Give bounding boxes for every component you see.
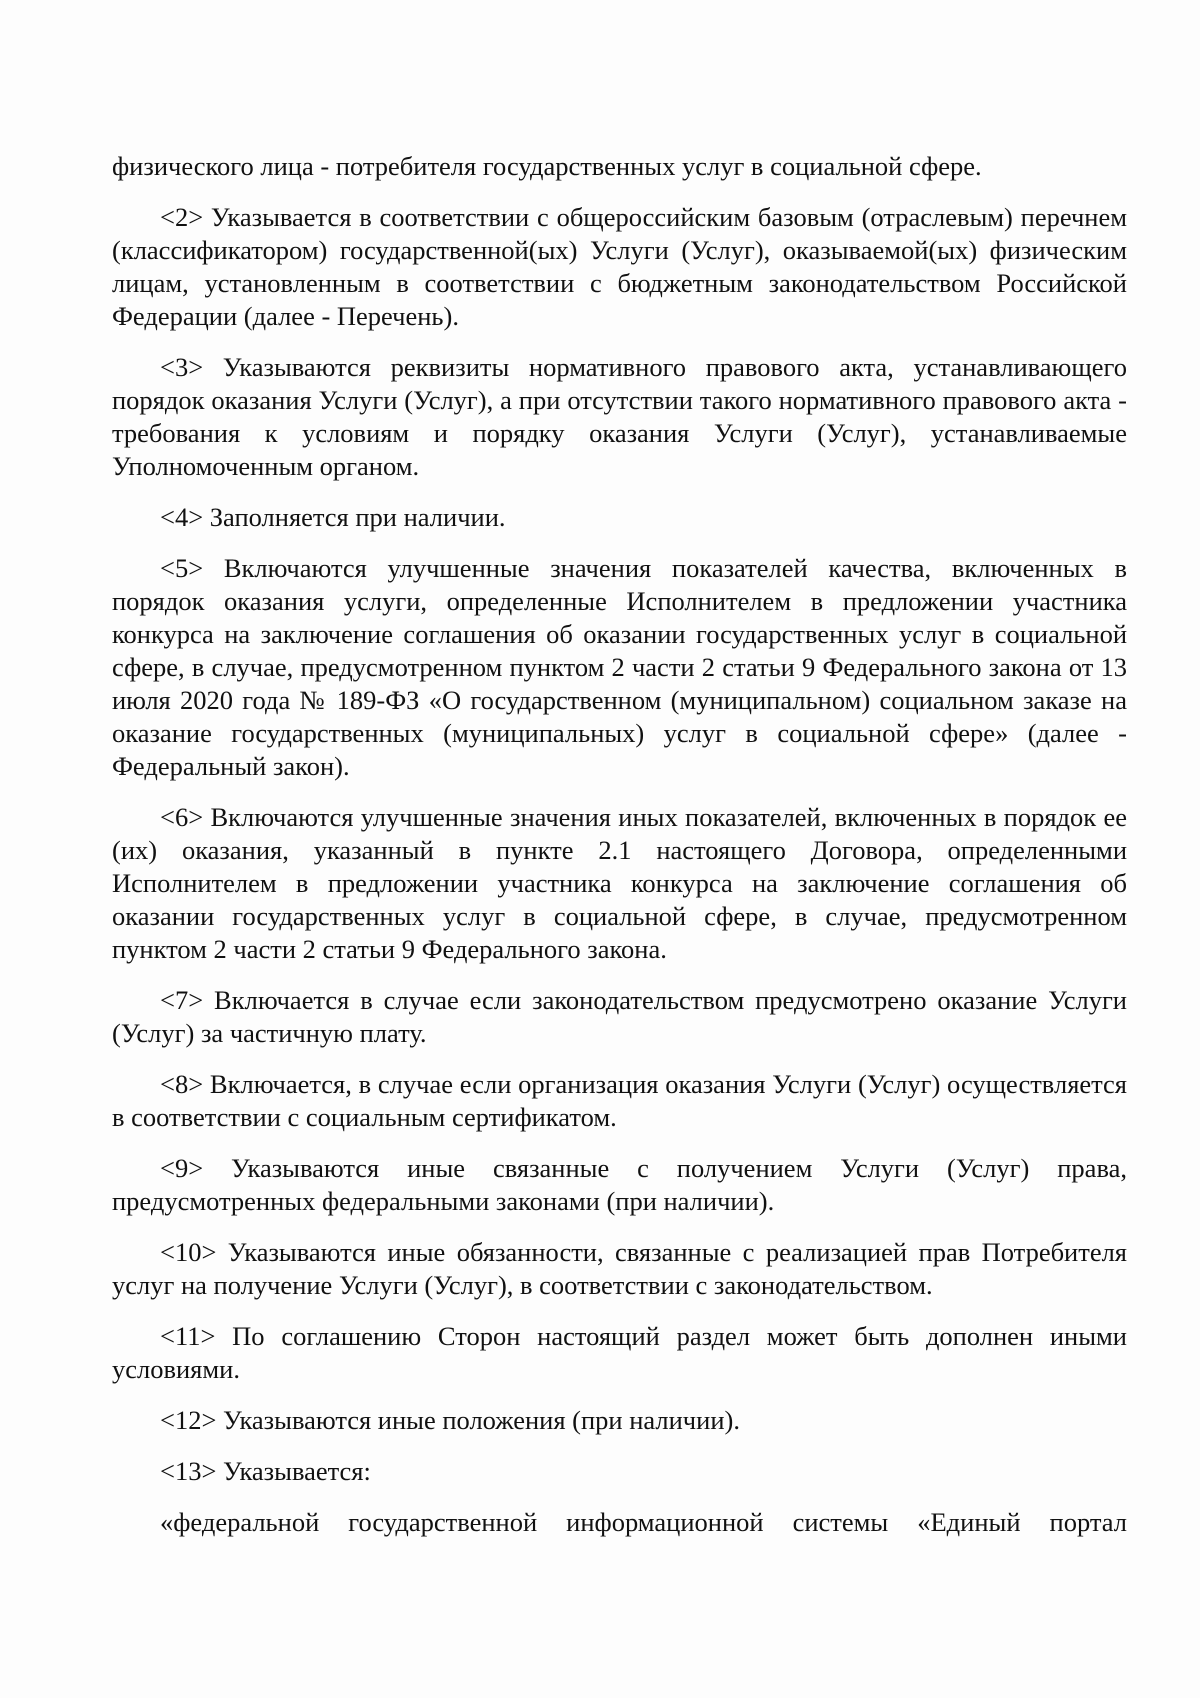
footnote-7: <7> Включается в случае если законодательством предусмотрено оказание Услуги (Услуг) за частичную плату. [112, 985, 1127, 1048]
paragraph-continuation: физического лица - потребителя государственных услуг в социальной сфере. [112, 151, 982, 181]
footnote-2: <2> Указывается в соответствии с общероссийским базовым (отраслевым) перечнем (классификатором) государственной(ых) Услуги (Услуг), оказываемой(ых) физическим лицам, установленным в соответствии с бюджетным законодательством Российской Федерации (далее - Перечень). [112, 202, 1127, 331]
footnote-6: <6> Включаются улучшенные значения иных показателей, включенных в порядок ее (их) оказания, указанный в пункте 2.1 настоящего Договора, определенными Исполнителем в предложении участника конкурса на заключение соглашения об оказании государственных услуг в социальной сфере, в случае, предусмотренном пунктом 2 части 2 статьи 9 Федерального закона. [112, 802, 1127, 964]
footnote-5: <5> Включаются улучшенные значения показателей качества, включенных в порядок оказания услуги, определенные Исполнителем в предложении участника конкурса на заключение соглашения об оказании государственных услуг в социальной сфере, в случае, предусмотренном пунктом 2 части 2 статьи 9 Федерального закона от 13 июля 2020 года № 189-ФЗ «О государственном (муниципальном) социальном заказе на оказание государственных (муниципальных) услуг в социальной сфере» (далее - Федеральный закон). [112, 553, 1127, 781]
footnote-4: <4> Заполняется при наличии. [160, 502, 506, 532]
footnote-13-quote: «федеральной государственной информационной системы «Единый портал [160, 1507, 1127, 1537]
document-body [112, 150, 1127, 1557]
footnote-12: <12> Указываются иные положения (при наличии). [160, 1405, 740, 1435]
footnote-13: <13> Указывается: [160, 1456, 371, 1486]
footnote-3: <3> Указываются реквизиты нормативного правового акта, устанавливающего порядок оказания Услуги (Услуг), а при отсутствии такого нормативного правового акта - требования к условиям и порядку оказания Услуги (Услуг), устанавливаемые Уполномоченным органом. [112, 352, 1127, 481]
footnote-11: <11> По соглашению Сторон настоящий раздел может быть дополнен иными условиями. [112, 1321, 1127, 1384]
footnote-10: <10> Указываются иные обязанности, связанные с реализацией прав Потребителя услуг на получение Услуги (Услуг), в соответствии с законодательством. [112, 1237, 1127, 1300]
footnote-9: <9> Указываются иные связанные с получением Услуги (Услуг) права, предусмотренных федеральными законами (при наличии). [112, 1153, 1127, 1216]
footnote-8: <8> Включается, в случае если организация оказания Услуги (Услуг) осуществляется в соответствии с социальным сертификатом. [112, 1069, 1127, 1132]
